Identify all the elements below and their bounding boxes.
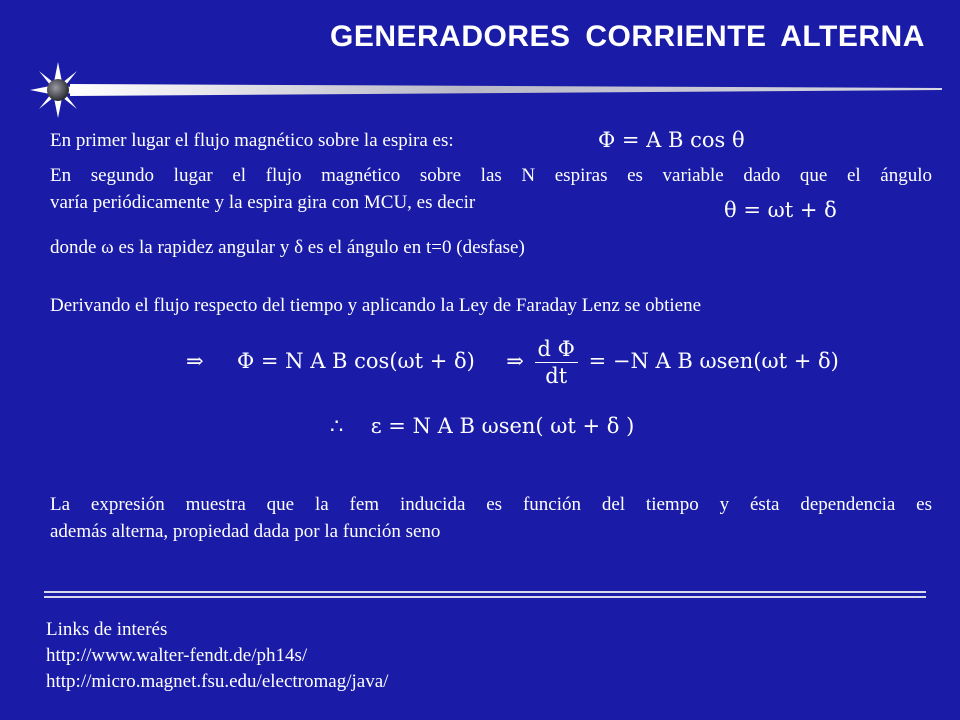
implies-symbol: ⇒ <box>186 349 204 373</box>
star-divider-icon <box>30 62 945 118</box>
link-walter-fendt[interactable]: http://www.walter-fendt.de/ph14s/ <box>46 645 308 666</box>
page-title: GENERADORES CORRIENTE ALTERNA <box>330 20 925 53</box>
fraction-denominator: dt <box>545 364 568 388</box>
derivative-fraction <box>535 336 578 389</box>
angle-formula: θ = ωt + δ <box>724 198 837 222</box>
conclusion-line-2: además alterna, propiedad dada por la función seno <box>50 521 441 542</box>
flux-derivative-formula <box>186 336 839 389</box>
links-section <box>46 617 388 695</box>
link-magnet-fsu[interactable]: http://micro.magnet.fsu.edu/electromag/java/ <box>46 671 389 692</box>
emf-expression: ε = N A B ωsen( ωt + δ ) <box>370 414 635 438</box>
conclusion-line-1: La expresión muestra que la fem inducida es función del tiempo y ésta dependencia es <box>50 494 932 515</box>
therefore-symbol: ∴ <box>330 414 344 438</box>
derivative-expression: = −N A B ωsen(ωt + δ) <box>588 349 839 373</box>
implies-symbol: ⇒ <box>506 349 524 373</box>
divider-line-bottom <box>44 596 926 598</box>
fraction-numerator: d Φ <box>535 336 578 363</box>
divider-line-top <box>44 591 926 593</box>
links-heading: Links de interés <box>46 619 168 640</box>
variable-flux-line-2: varía periódicamente y la espira gira con MCU, es decir <box>50 192 476 213</box>
flux-formula: Φ = A B cos θ <box>598 128 745 152</box>
emf-formula <box>330 414 634 438</box>
variable-flux-line-1: En segundo lugar el flujo magnético sobre las N espiras es variable dado que el ángulo <box>50 165 932 186</box>
derivation-text: Derivando el flujo respecto del tiempo y aplicando la Ley de Faraday Lenz se obtiene <box>50 295 702 316</box>
flux-expression: Φ = N A B cos(ωt + δ) <box>236 349 475 373</box>
omega-delta-definition: donde ω es la rapidez angular y δ es el ángulo en t=0 (desfase) <box>50 237 525 258</box>
intro-flux-text: En primer lugar el flujo magnético sobre la espira es: <box>50 130 454 151</box>
